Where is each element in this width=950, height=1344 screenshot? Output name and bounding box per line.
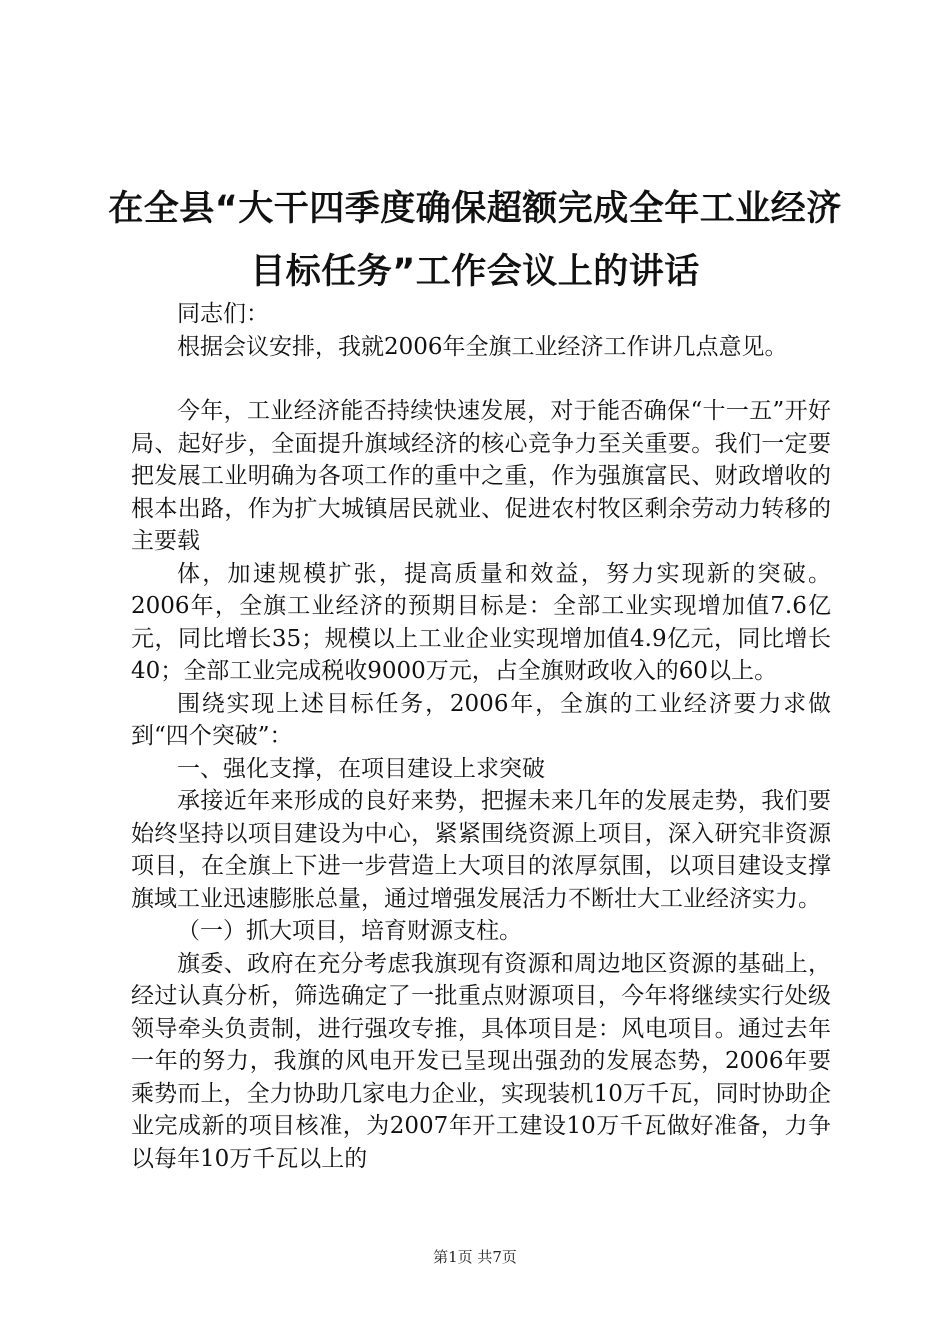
document-title: 在全县“大干四季度确保超额完成全年工业经济目标任务”工作会议上的讲话 xyxy=(108,189,842,292)
page-number-footer: 第1页 共7页 xyxy=(433,1248,517,1266)
paragraph: 今年，工业经济能否持续快速发展，对于能否确保“十一五”开好局、起好步，全面提升旗域经济的核心竞争力至关重要。我们一定要把发展工业明确为各项工作的重中之重，作为强旗富民、财政增收的根本出路，作为扩大城镇居民就业、促进农村牧区剩余劳动力转移的主要载 xyxy=(131,398,831,554)
subsection-heading: （一）抓大项目，培育财源支柱。 xyxy=(177,918,522,944)
document-body xyxy=(131,298,831,1175)
paragraph: 体，加速规模扩张，提高质量和效益，努力实现新的突破。2006年，全旗工业经济的预期目标是：全部工业实现增加值7.6亿元，同比增长35；规模以上工业企业实现增加值4.9亿元，同比增长40；全部工业完成税收9000万元，占全旗财政收入的60以上。 xyxy=(131,560,831,684)
paragraph: 承接近年来形成的良好来势，把握未来几年的发展走势，我们要始终坚持以项目建设为中心，紧紧围绕资源上项目，深入研究非资源项目，在全旗上下进一步营造上大项目的浓厚氛围，以项目建设支撑旗域工业迅速膨胀总量，通过增强发展活力不断壮大工业经济实力。 xyxy=(131,788,831,912)
paragraph: 围绕实现上述目标任务，2006年，全旗的工业经济要力求做到“四个突破”： xyxy=(131,690,831,749)
section-heading: 一、强化支撑，在项目建设上求突破 xyxy=(177,755,545,782)
paragraph: 根据会议安排，我就2006年全旗工业经济工作讲几点意见。 xyxy=(177,333,788,360)
salutation: 同志们： xyxy=(177,301,269,327)
paragraph: 旗委、政府在充分考虑我旗现有资源和周边地区资源的基础上，经过认真分析，筛选确定了一批重点财源项目，今年将继续实行处级领导牵头负责制，进行强攻专推，具体项目是：风电项目。通过去年一年的努力，我旗的风电开发已呈现出强劲的发展态势，2006年要乘势而上，全力协助几家电力企业，实现装机10万千瓦，同时协助企业完成新的项目核准，为2007年开工建设10万千瓦做好准备，力争以每年10万千瓦以上的 xyxy=(131,950,831,1172)
